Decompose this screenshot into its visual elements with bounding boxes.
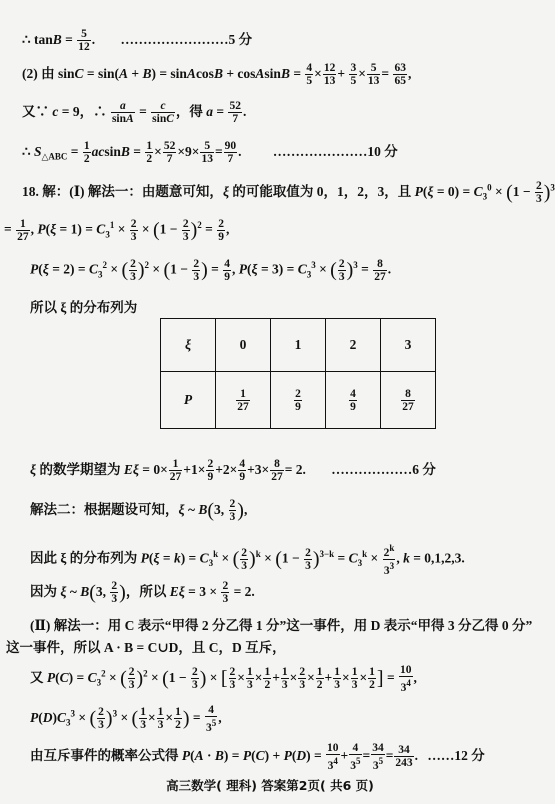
line-tanB: ∴ tanB = $\frac{5}{12}$ . ……………………5 分 xyxy=(22,28,253,54)
line-p01: = $\frac{1}{27}$ , $P(\xi = 1) = C_3^1$ × $\frac{2}{3}$ × (1 − $\frac{2}{3}$ )$^2$ = $\frac{2}{9}$ , xyxy=(4,218,230,243)
line-PC: 又 $P(C) = C_3^2$ × ( $\frac{2}{3}$ )$^2$ × (1 − $\frac{2}{3}$ ) × [ $\frac{2}{3}$ × $\frac{1}{3}$ × $\frac{1}{2}$ + $\frac{1}{3}$ × $\frac{2}{3}$ × $\frac{1}{2}$ + $\frac{1}{3}$ × $\frac{1}{3}$ × $\frac{1}{2}$ ] = $\frac{10}{3^4}$ , xyxy=(30,664,417,694)
line-final: 由互斥事件的概率公式得 P(A · B) = P(C) + P(D) = $\frac{10}{3^4}$ + $\frac{4}{3^5}$ = $\frac{34}{3^5}$ = $\frac{34}{243}$ . ……12 分 xyxy=(30,742,485,772)
score-10: …………………10 分 xyxy=(272,144,398,159)
line-method2: 解法二：根据题设可知，ξ ~ B(3, $\frac{2}{3}$ ), xyxy=(30,498,248,524)
line-part2-a: (Ⅱ) 解法一：用 C 表示“甲得 2 分乙得 1 分”这一事件，用 D 表示“甲得 3 分乙得 0 分” xyxy=(30,618,533,633)
line-area: ∴ $S_{\triangle ABC}$ = $\frac{1}{2}$ acsinB = $\frac{1}{2}$ × $\frac{52}{7}$ ×9× $\frac{5}{13}$ = $\frac{90}{7}$ . …………………10 分 xyxy=(22,140,398,166)
line-dist-intro: 所以 ξ 的分布列为 xyxy=(30,300,138,315)
table-cell: 2 xyxy=(326,319,381,372)
score-5: ……………………5 分 xyxy=(120,32,253,47)
line-c9: 又∵ c = 9，∴ $\frac{a}{\sin A}$ = $\frac{c}{\sin C}$ ，得 a = $\frac{52}{7}$ . xyxy=(22,100,247,126)
table-cell: $\frac{1}{27}$ xyxy=(216,372,271,429)
distribution-table xyxy=(160,318,436,429)
score-12: ……12 分 xyxy=(427,748,485,764)
line-p23: $P(\xi = 2) = C_3^2$ × ( $\frac{2}{3}$ )$^2$ × (1 − $\frac{2}{3}$ ) = $\frac{4}{9}$ , $P(\xi = 3) = C_3^3$ × ( $\frac{2}{3}$ )$^3$ = $\frac{8}{27}$ . xyxy=(30,258,392,283)
table-cell: 1 xyxy=(271,319,326,372)
line-q18: 18. 解：(Ⅰ) 解法一：由题意可知，ξ 的可能取值为 0，1，2，3，且 $P(\xi = 0) = C_3^0 \times (1$ − $\frac{2}{3}$ )$^3$ xyxy=(22,180,555,206)
score-6: ………………6 分 xyxy=(331,462,436,477)
table-cell: $\frac{2}{9}$ xyxy=(271,372,326,429)
table-cell: P xyxy=(161,372,216,429)
table-cell: $\frac{8}{27}$ xyxy=(381,372,436,429)
line-part2-b: 这一事件，所以 A · B = C∪D，且 C，D 互斥， xyxy=(6,640,286,655)
line-method2-dist: 因此 ξ 的分布列为 $P(\xi = k) = C_3^k$ × ( $\frac{2}{3}$ )$^k$ × (1 − $\frac{2}{3}$ )$^{3-k} = C_3^k$ × $\frac{2^k}{3^3}$ , k = 0,1,2,3. xyxy=(30,543,465,577)
table-row xyxy=(161,372,436,429)
table-cell: 0 xyxy=(216,319,271,372)
table-cell: $\frac{4}{9}$ xyxy=(326,372,381,429)
table-cell: ξ xyxy=(161,319,216,372)
table-row xyxy=(161,319,436,372)
line-sinC: (2) 由 sinC = sin(A + B) = sinAcosB + cosAsinB = $\frac{4}{5}$ × $\frac{12}{13}$ + $\frac{3}{5}$ × $\frac{5}{13}$ = $\frac{63}{65}$ , xyxy=(22,62,412,88)
line-expectation: ξ 的数学期望为 Eξ = 0× $\frac{1}{27}$ +1× $\frac{2}{9}$ +2× $\frac{4}{9}$ +3× $\frac{8}{27}$ = 2. ………………6 分 xyxy=(30,458,436,484)
page-footer: 高三数学( 理科) 答案第2页( 共6 页) xyxy=(166,778,374,793)
line-PD: $P(D)C_3^3$ × ( $\frac{2}{3}$ )$^3$ × ( $\frac{1}{3}$ × $\frac{1}{3}$ × $\frac{1}{2}$ ) = $\frac{4}{3^5}$ , xyxy=(30,704,222,734)
line-method2-exp: 因为 ξ ~ B(3, $\frac{2}{3}$ )，所以 Eξ = 3 × $\frac{2}{3}$ = 2. xyxy=(30,580,255,606)
table-cell: 3 xyxy=(381,319,436,372)
